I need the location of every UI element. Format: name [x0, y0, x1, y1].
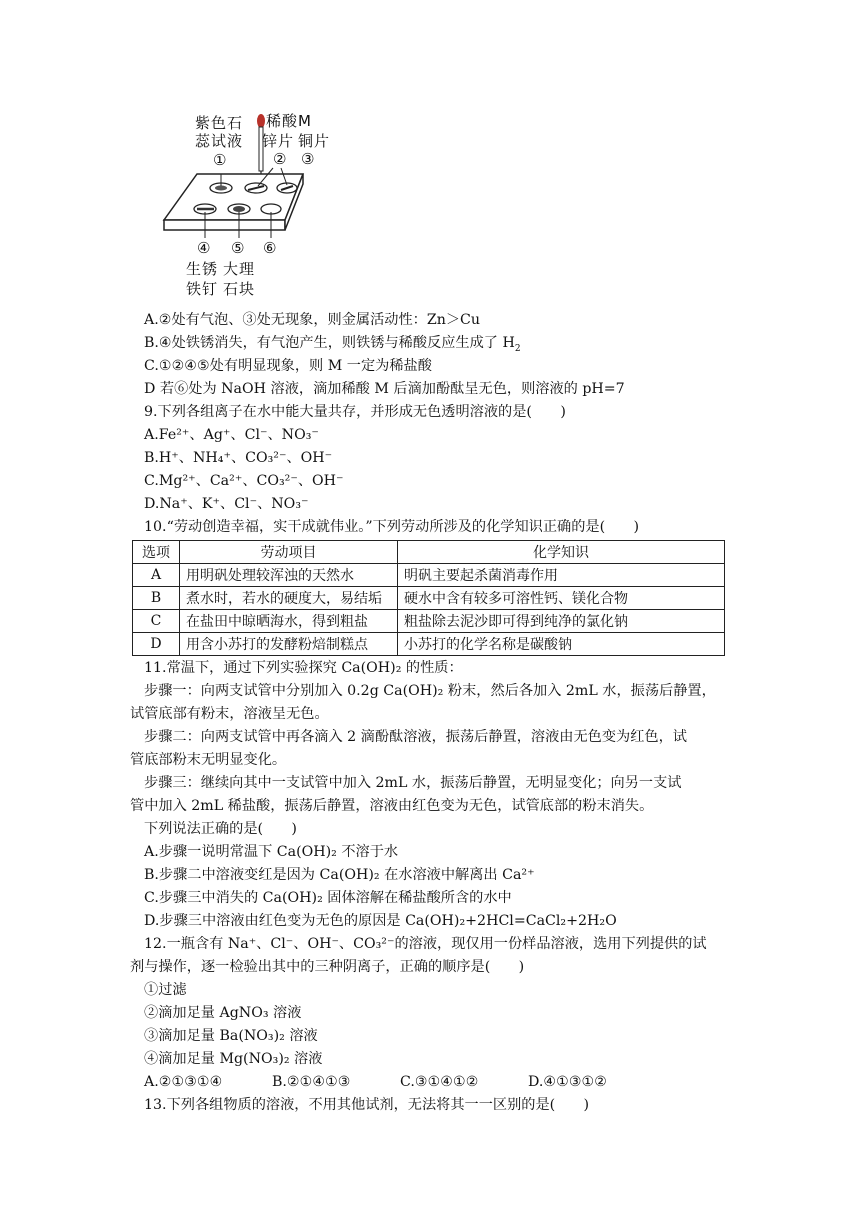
label-marble-1: 大理 — [223, 260, 256, 278]
q8-option-b-text: B.④处铁锈消失，有气泡产生，则铁锈与稀酸反应生成了 H — [144, 335, 515, 351]
q12-options — [130, 1071, 730, 1094]
q8-option-b-sub: 2 — [514, 343, 521, 354]
q11-step2-line1: 步骤二：向两支试管中再各滴入 2 滴酚酞溶液，振荡后静置，溶液由无色变为红色，试 — [144, 729, 687, 745]
table-cell: 粗盐除去泥沙即可得到纯净的氯化钠 — [398, 610, 725, 633]
table-row — [133, 633, 725, 656]
label-rust-2: 铁钉 — [186, 280, 219, 298]
table-row — [133, 587, 725, 610]
q12-option-c: C.③①④①② — [400, 1074, 479, 1090]
q11-question: 下列说法正确的是( ) — [144, 821, 297, 837]
q11-stem: 11.常温下，通过下列实验探究 Ca(OH)₂ 的性质： — [144, 660, 463, 676]
table-cell: 用含小苏打的发酵粉焙制糕点 — [180, 633, 398, 656]
question-content — [130, 309, 730, 1117]
table-header-option: 选项 — [133, 541, 180, 564]
q12-item-4: ④滴加足量 Mg(NO₃)₂ 溶液 — [144, 1051, 323, 1067]
q11-option-c: C.步骤三中消失的 Ca(OH)₂ 固体溶解在稀盐酸所含的水中 — [144, 890, 512, 906]
table-header-labor: 劳动项目 — [180, 541, 398, 564]
q12-stem-line1: 12.一瓶含有 Na⁺、Cl⁻、OH⁻、CO₃²⁻的溶液，现仅用一份样品溶液，选用下列提供的试 — [144, 936, 707, 952]
q11-step1-line1: 步骤一：向两支试管中分别加入 0.2g Ca(OH)₂ 粉末，然后各加入 2mL 水，振荡后静置， — [144, 683, 716, 699]
q12-item-2: ②滴加足量 AgNO₃ 溶液 — [144, 1005, 302, 1021]
table-cell: 用明矾处理较浑浊的天然水 — [180, 564, 398, 587]
spot-plate-figure — [160, 108, 331, 304]
q11-option-d: D.步骤三中溶液由红色变为无色的原因是 Ca(OH)₂+2HCl=CaCl₂+2H₂O — [144, 913, 617, 929]
table-header-row — [133, 541, 725, 564]
q11-option-a: A.步骤一说明常温下 Ca(OH)₂ 不溶于水 — [144, 844, 399, 860]
well-number-1: ① — [213, 151, 228, 169]
q10-stem: 10.“劳动创造幸福，实干成就伟业。”下列劳动所涉及的化学知识正确的是( ) — [144, 519, 640, 535]
label-marble-2: 石块 — [223, 280, 256, 298]
label-zinc: 锌片 — [262, 132, 295, 150]
dropper-bulb — [257, 114, 265, 128]
q11-step2-line2: 管底部粉末无明显变化。 — [130, 752, 287, 768]
q11-option-b: B.步骤二中溶液变红是因为 Ca(OH)₂ 在水溶液中解离出 Ca²⁺ — [144, 867, 535, 883]
q9-stem: 9.下列各组离子在水中能大量共存，并形成无色透明溶液的是( ) — [144, 404, 566, 420]
q8-option-a: A.②处有气泡、③处无现象，则金属活动性：Zn＞Cu — [144, 312, 481, 328]
table-cell: C — [133, 610, 180, 633]
well-number-3: ③ — [301, 150, 316, 168]
label-acid: 稀酸M — [266, 112, 312, 130]
q9-option-c: C.Mg²⁺、Ca²⁺、CO₃²⁻、OH⁻ — [144, 473, 344, 489]
label-copper: 铜片 — [298, 132, 331, 150]
q8-option-d: D 若⑥处为 NaOH 溶液，滴加稀酸 M 后滴加酚酞呈无色，则溶液的 pH=7 — [144, 381, 625, 397]
table-cell: 在盐田中晾晒海水，得到粗盐 — [180, 610, 398, 633]
table-row — [133, 564, 725, 587]
well-number-2: ② — [273, 150, 288, 168]
table-cell: 明矾主要起杀菌消毒作用 — [398, 564, 725, 587]
table-cell: A — [133, 564, 180, 587]
q12-option-b: B.②①④①③ — [272, 1074, 351, 1090]
well-number-6: ⑥ — [263, 239, 278, 257]
q8-option-c: C.①②④⑤处有明显现象，则 M 一定为稀盐酸 — [144, 358, 432, 374]
table-cell: B — [133, 587, 180, 610]
well-number-5: ⑤ — [231, 239, 246, 257]
table-cell: D — [133, 633, 180, 656]
label-litmus-1: 紫色石 — [195, 114, 244, 132]
q12-stem-line2: 剂与操作，逐一检验出其中的三种阴离子，正确的顺序是( ) — [130, 959, 525, 975]
table-cell: 煮水时，若水的硬度大，易结垢 — [180, 587, 398, 610]
table-row — [133, 610, 725, 633]
q9-option-a: A.Fe²⁺、Ag⁺、Cl⁻、NO₃⁻ — [144, 427, 319, 443]
well-number-4: ④ — [197, 239, 212, 257]
q12-item-1: ①过滤 — [144, 982, 187, 998]
table-header-knowledge: 化学知识 — [398, 541, 725, 564]
label-litmus-2: 蕊试液 — [195, 132, 244, 150]
q11-step3-line1: 步骤三：继续向其中一支试管中加入 2mL 水，振荡后静置，无明显变化；向另一支试 — [144, 775, 682, 791]
q11-step3-line2: 管中加入 2mL 稀盐酸，振荡后静置，溶液由红色变为无色，试管底部的粉末消失。 — [130, 798, 654, 814]
q12-option-d: D.④①③①② — [528, 1074, 607, 1090]
label-rust-1: 生锈 — [186, 260, 219, 278]
q13-stem: 13.下列各组物质的溶液，不用其他试剂，无法将其一一区别的是( ) — [144, 1097, 590, 1113]
table-cell: 硬水中含有较多可溶性钙、镁化合物 — [398, 587, 725, 610]
q12-option-a: A.②①③①④ — [144, 1074, 223, 1090]
q9-option-b: B.H⁺、NH₄⁺、CO₃²⁻、OH⁻ — [144, 450, 333, 466]
q9-option-d: D.Na⁺、K⁺、Cl⁻、NO₃⁻ — [144, 496, 309, 512]
q11-step1-line2: 试管底部有粉末，溶液呈无色。 — [130, 706, 329, 722]
q10-table — [132, 540, 725, 656]
q8-option-b — [130, 332, 730, 355]
plate-front — [164, 220, 285, 230]
table-cell: 小苏打的化学名称是碳酸钠 — [398, 633, 725, 656]
q12-item-3: ③滴加足量 Ba(NO₃)₂ 溶液 — [144, 1028, 318, 1044]
